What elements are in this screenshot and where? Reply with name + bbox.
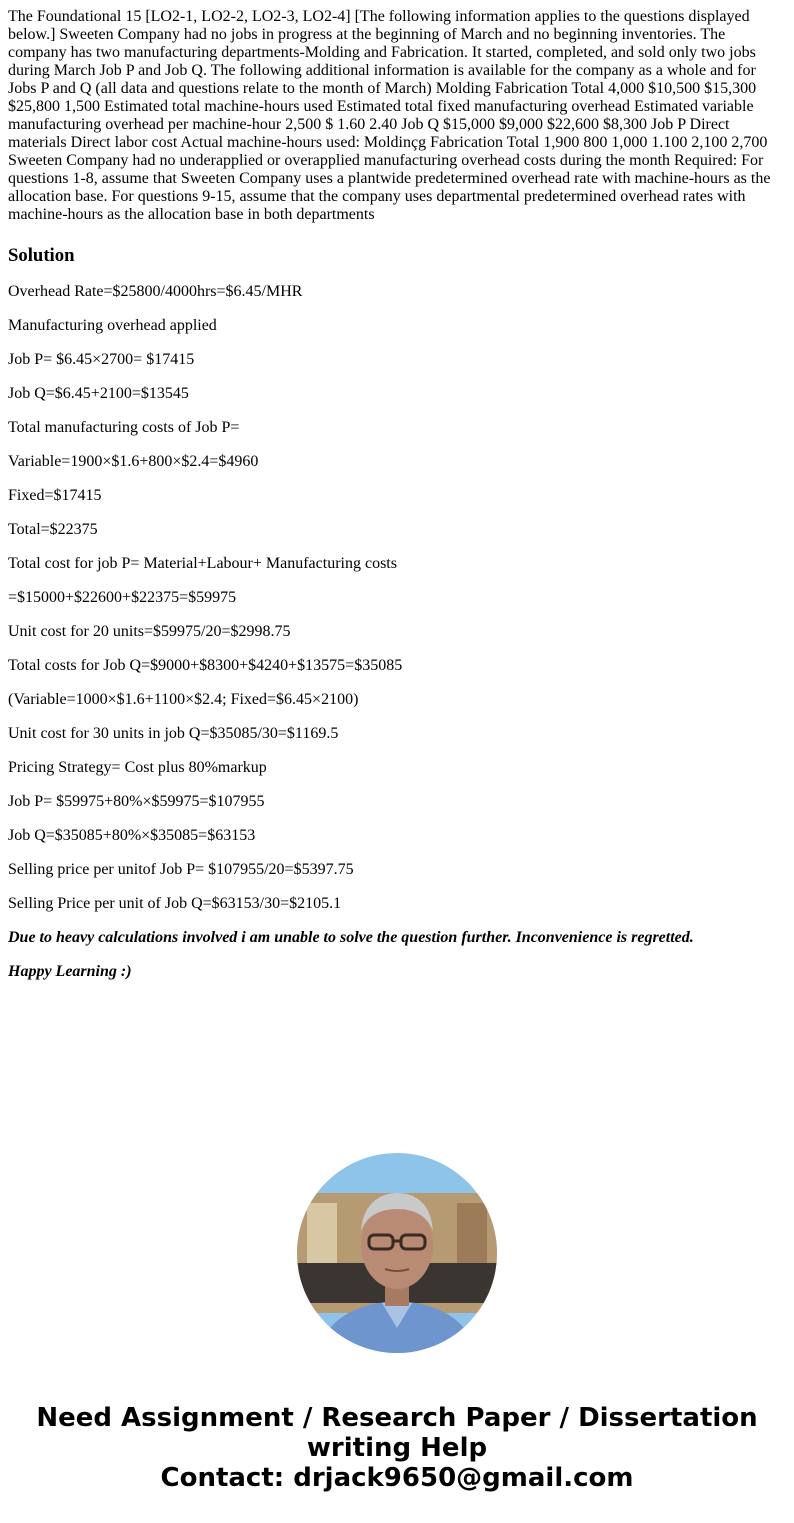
author-portrait-image — [297, 1153, 497, 1353]
solution-step: Fixed=$17415 — [8, 487, 102, 504]
solution-heading: Solution — [8, 245, 75, 266]
solution-note: Due to heavy calculations involved i am unable to solve the question further. Inconvenience is regretted. — [8, 929, 694, 946]
promo-contact: Contact: drjack9650@gmail.com — [160, 1463, 634, 1493]
solution-step: Pricing Strategy= Cost plus 80%markup — [8, 759, 267, 776]
document-body — [8, 8, 778, 997]
solution-step: Job P= $59975+80%×$59975=$107955 — [8, 793, 265, 810]
solution-step: Selling Price per unit of Job Q=$63153/30=$2105.1 — [8, 895, 342, 912]
solution-step: =$15000+$22600+$22375=$59975 — [8, 589, 237, 606]
solution-step: Unit cost for 30 units in job Q=$35085/30=$1169.5 — [8, 725, 339, 742]
solution-step: Job P= $6.45×2700= $17415 — [8, 351, 195, 368]
solution-signoff: Happy Learning :) — [8, 963, 132, 980]
question-text: The Foundational 15 [LO2-1, LO2-2, LO2-3, LO2-4] [The following information applies to the questions displayed below.] Sweeten Company had no jobs in progress at the beginning of March and no beginning inventories. The company has two manufacturing departments-Molding and Fabrication. It started, completed, and sold only two jobs during March Job P and Job Q. The following additional information is available for the company as a whole and for Jobs P and Q (all data and questions relate to the month of March) Molding Fabrication Total 4,000 $10,500 $15,300 $25,800 1,500 Estimated total machine-hours used Estimated total fixed manufacturing overhead Estimated variable manufacturing overhead per machine-hour 2,500 $ 1.60 2.40 Job Q $15,000 $9,000 $22,600 $8,300 Job P Direct materials Direct labor cost Actual machine-hours used: Moldinçg Fabrication Total 1,900 800 1,000 1.100 2,100 2,700 Sweeten Company had no underapplied or overapplied manufacturing overhead costs during the month Required: For questions 1-8, assume that Sweeten Company uses a plantwide predetermined overhead rate with machine-hours as the allocation base. For questions 9-15, assume that the company uses departmental predetermined overhead rates with machine-hours as the allocation base in both departments — [8, 8, 771, 223]
solution-step: (Variable=1000×$1.6+1100×$2.4; Fixed=$6.45×2100) — [8, 691, 359, 708]
solution-step: Manufacturing overhead applied — [8, 317, 217, 334]
promo-banner — [0, 1403, 794, 1493]
solution-step: Total=$22375 — [8, 521, 98, 538]
solution-step: Selling price per unitof Job P= $107955/20=$5397.75 — [8, 861, 354, 878]
solution-step: Variable=1900×$1.6+800×$2.4=$4960 — [8, 453, 259, 470]
promo-line-1: Need Assignment / Research Paper / Dissertation — [36, 1403, 758, 1433]
author-avatar — [297, 1153, 497, 1353]
solution-step: Job Q=$35085+80%×$35085=$63153 — [8, 827, 256, 844]
solution-step: Unit cost for 20 units=$59975/20=$2998.75 — [8, 623, 291, 640]
promo-line-2: writing Help — [306, 1433, 488, 1463]
solution-step: Job Q=$6.45+2100=$13545 — [8, 385, 189, 402]
solution-steps — [8, 283, 778, 981]
solution-step: Total cost for job P= Material+Labour+ Manufacturing costs — [8, 555, 397, 572]
solution-step: Total costs for Job Q=$9000+$8300+$4240+$13575=$35085 — [8, 657, 403, 674]
solution-step: Overhead Rate=$25800/4000hrs=$6.45/MHR — [8, 283, 303, 300]
solution-step: Total manufacturing costs of Job P= — [8, 419, 240, 436]
